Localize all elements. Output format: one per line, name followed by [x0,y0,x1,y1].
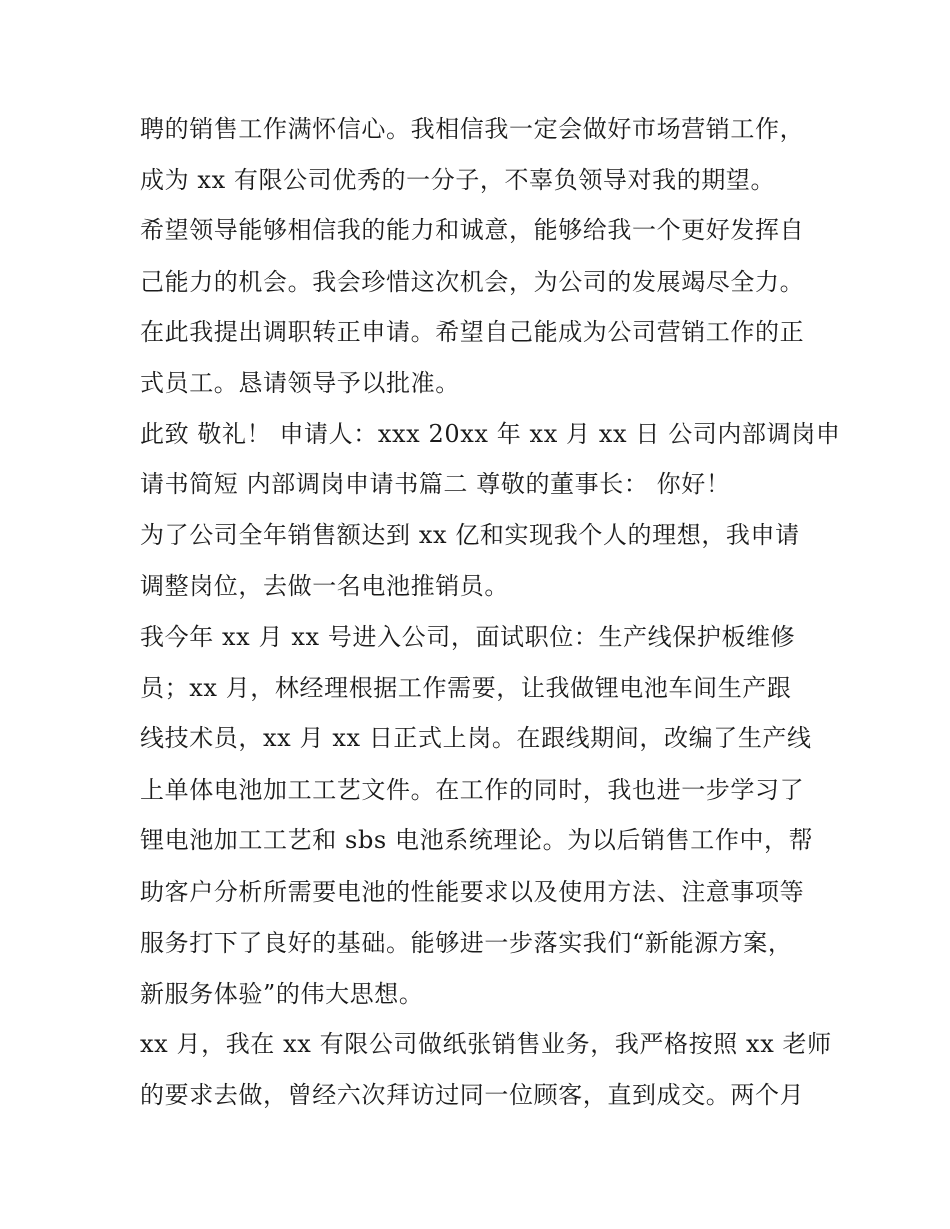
text-line: 服务打下了良好的基础。能够进一步落实我们“新能源方案， [140,929,793,957]
text-line: 己能力的机会。我会珍惜这次机会，为公司的发展竭尽全力。 [140,268,805,296]
text-line: 助客户分析所需要电池的性能要求以及使用方法、注意事项等 [140,878,805,906]
text-line: 调整岗位，去做一名电池推销员。 [140,572,509,600]
text-line: 式员工。恳请领导予以批准。 [140,369,460,397]
text-line: 为了公司全年销售额达到 xx 亿和实现我个人的理想，我申请 [140,521,800,549]
text-line: 新服务体验”的伟大思想。 [140,980,424,1008]
text-line: 的要求去做，曾经六次拜访过同一位顾客，直到成交。两个月 [140,1081,805,1109]
text-line: 锂电池加工工艺和 sbs 电池系统理论。为以后销售工作中，帮 [140,826,814,854]
text-line: 线技术员，xx 月 xx 日正式上岗。在跟线期间，改编了生产线 [140,724,812,752]
text-line: 在此我提出调职转正申请。希望自己能成为公司营销工作的正 [140,318,805,346]
text-line: 上单体电池加工工艺文件。在工作的同时，我也进一步学习了 [140,776,805,804]
text-line: 聘的销售工作满怀信心。我相信我一定会做好市场营销工作， [140,115,805,143]
text-line: 希望领导能够相信我的能力和诚意，能够给我一个更好发挥自 [140,216,805,244]
text-line: 请书简短 内部调岗申请书篇二 尊敬的董事长： 你好！ [140,470,731,498]
text-line: 员；xx 月，林经理根据工作需要，让我做锂电池车间生产跟 [140,674,792,702]
text-line: 成为 xx 有限公司优秀的一分子，不辜负领导对我的期望。 [140,166,776,194]
text-line: xx 月，我在 xx 有限公司做纸张销售业务，我严格按照 xx 老师 [140,1030,832,1058]
text-line: 我今年 xx 月 xx 号进入公司，面试职位：生产线保护板维修 [140,623,796,651]
text-line: 此致 敬礼！ 申请人：xxx 20xx 年 xx 月 xx 日 公司内部调岗申 [140,420,841,448]
